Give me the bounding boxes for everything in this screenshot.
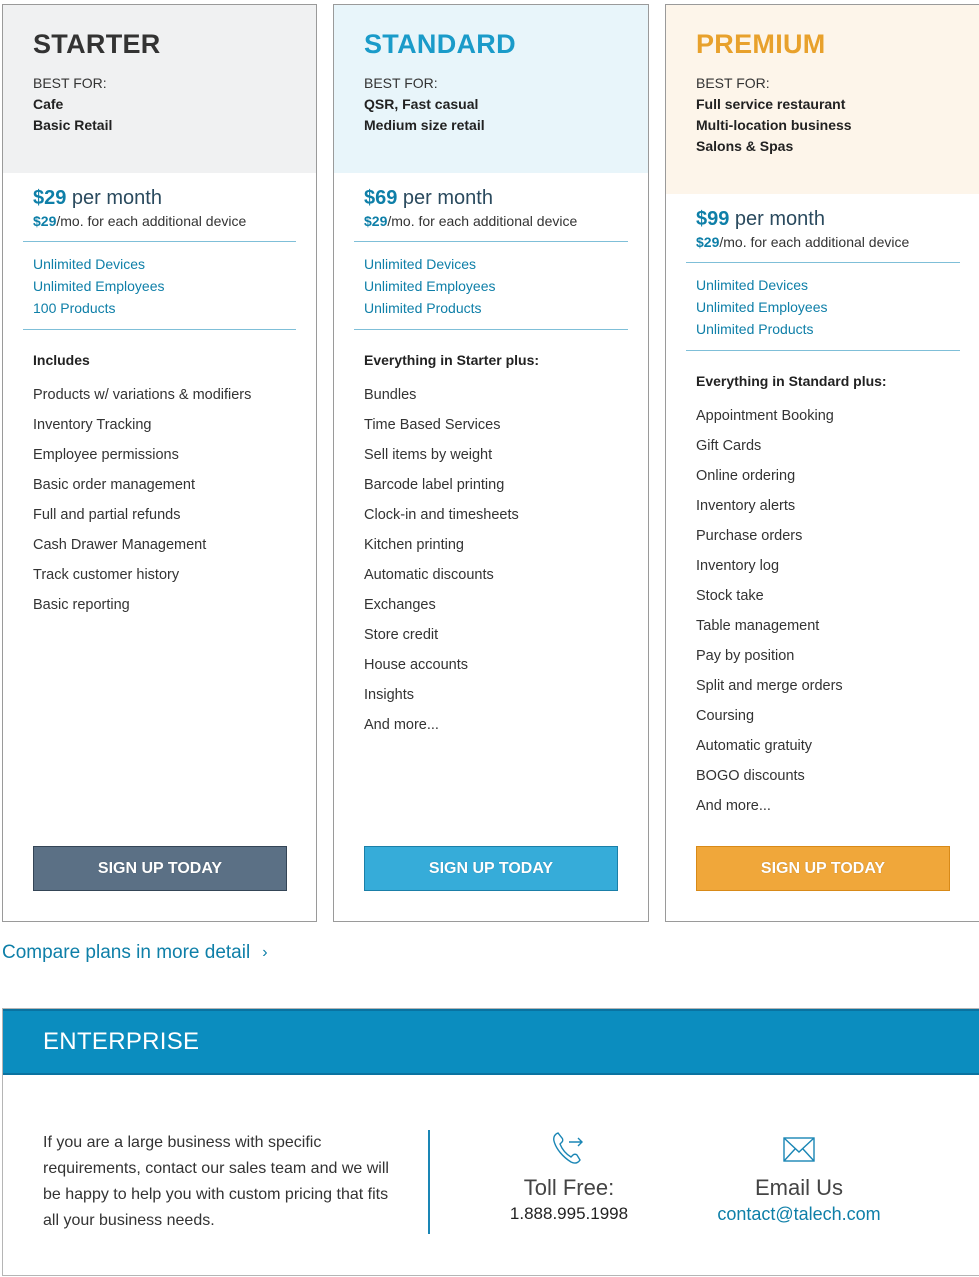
feature-item: Automatic gratuity [696, 738, 813, 754]
feature-item: Inventory alerts [696, 498, 796, 514]
additional-suffix: /mo. for each additional device [719, 234, 910, 250]
feature-item: Stock take [696, 588, 764, 604]
compare-plans-label: Compare plans in more detail [2, 942, 251, 963]
plan-header [666, 5, 979, 194]
feature-item: Basic reporting [33, 597, 130, 613]
best-for-label: BEST FOR: [696, 75, 770, 91]
limit-item: Unlimited Products [364, 300, 482, 316]
sign-up-button-starter[interactable]: SIGN UP TODAY [33, 846, 287, 891]
feature-item: Time Based Services [364, 417, 501, 433]
plan-header [3, 5, 316, 173]
plan-name: STARTER [33, 29, 161, 59]
compare-plans-link[interactable] [2, 942, 268, 964]
monthly-price [33, 185, 286, 211]
limit-item: Unlimited Employees [364, 278, 496, 294]
enterprise-body [3, 1075, 979, 1275]
plan-limits [666, 263, 979, 350]
limit-item: Unlimited Products [696, 321, 814, 337]
feature-item: Sell items by weight [364, 447, 493, 463]
toll-free-label: Toll Free: [523, 1175, 615, 1200]
feature-item: Coursing [696, 708, 755, 724]
price-block [3, 173, 316, 231]
price-block [666, 194, 979, 252]
plan-name: PREMIUM [696, 29, 826, 59]
limit-item: Unlimited Devices [696, 277, 809, 293]
feature-list [3, 330, 316, 620]
feature-item: Bundles [364, 387, 417, 403]
feature-list [666, 351, 979, 821]
limit-item: Unlimited Devices [33, 256, 146, 272]
additional-device-price [364, 211, 618, 231]
feature-item: Full and partial refunds [33, 507, 181, 523]
additional-suffix: /mo. for each additional device [56, 213, 247, 229]
feature-item: Table management [696, 618, 820, 634]
email-link[interactable]: contact@talech.com [717, 1204, 881, 1224]
feature-list [334, 330, 648, 740]
email-contact [699, 1129, 899, 1226]
features-heading: Includes [33, 352, 90, 368]
feature-item: Store credit [364, 627, 439, 643]
plan-card-starter [2, 4, 317, 922]
vertical-divider [428, 1130, 430, 1234]
price-amount: $99 [696, 208, 730, 230]
price-amount: $29 [33, 187, 67, 209]
feature-item: And more... [696, 798, 771, 814]
feature-item: Inventory log [696, 558, 780, 574]
price-suffix: per month [729, 208, 825, 230]
toll-free-contact [469, 1129, 669, 1226]
plan-card-standard [333, 4, 649, 922]
best-for-label: BEST FOR: [33, 75, 107, 91]
additional-suffix: /mo. for each additional device [387, 213, 578, 229]
plan-limits [334, 242, 648, 329]
best-for-item: Medium size retail [364, 117, 485, 133]
chevron-right-icon: › [262, 944, 268, 961]
best-for-item: Multi-location business [696, 117, 852, 133]
additional-device-price [696, 232, 965, 252]
feature-item: Pay by position [696, 648, 795, 664]
features-heading: Everything in Starter plus: [364, 352, 540, 368]
limit-item: Unlimited Employees [696, 299, 828, 315]
additional-amount: $29 [364, 213, 388, 229]
additional-amount: $29 [33, 213, 57, 229]
plan-limits [3, 242, 316, 329]
feature-item: Products w/ variations & modifiers [33, 387, 252, 403]
monthly-price [696, 206, 965, 232]
features-heading: Everything in Standard plus: [696, 373, 887, 389]
enterprise-header [3, 1009, 979, 1075]
limit-item: Unlimited Employees [33, 278, 165, 294]
enterprise-description: If you are a large business with specific requirements, contact our sales team and we will be happy to help you with custom pricing that fits all your business needs. [43, 1134, 389, 1229]
phone-number[interactable]: 1.888.995.1998 [509, 1204, 629, 1223]
best-for-item: Basic Retail [33, 117, 113, 133]
feature-item: Online ordering [696, 468, 796, 484]
feature-item: Split and merge orders [696, 678, 843, 694]
enterprise-section [2, 1008, 979, 1276]
feature-item: Purchase orders [696, 528, 803, 544]
price-amount: $69 [364, 187, 398, 209]
best-for-label: BEST FOR: [364, 75, 438, 91]
price-suffix: per month [397, 187, 493, 209]
feature-item: Kitchen printing [364, 537, 464, 553]
feature-item: Barcode label printing [364, 477, 505, 493]
feature-item: Appointment Booking [696, 408, 834, 424]
feature-item: And more... [364, 717, 439, 733]
price-block [334, 173, 648, 231]
plan-name: STANDARD [364, 29, 516, 59]
limit-item: 100 Products [33, 300, 116, 316]
enterprise-title: ENTERPRISE [43, 1028, 200, 1055]
monthly-price [364, 185, 618, 211]
feature-item: Clock-in and timesheets [364, 507, 519, 523]
feature-item: Gift Cards [696, 438, 762, 454]
sign-up-button-standard[interactable]: SIGN UP TODAY [364, 846, 618, 891]
plan-header [334, 5, 648, 173]
feature-item: Cash Drawer Management [33, 537, 207, 553]
envelope-icon [699, 1129, 899, 1169]
price-suffix: per month [66, 187, 162, 209]
additional-device-price [33, 211, 286, 231]
additional-amount: $29 [696, 234, 720, 250]
phone-outgoing-icon [469, 1129, 669, 1169]
best-for-item: Full service restaurant [696, 96, 846, 112]
feature-item: Exchanges [364, 597, 436, 613]
feature-item: Track customer history [33, 567, 180, 583]
plan-card-premium [665, 4, 979, 922]
limit-item: Unlimited Devices [364, 256, 477, 272]
best-for-item: Salons & Spas [696, 138, 794, 154]
best-for-item: Cafe [33, 96, 64, 112]
feature-item: Automatic discounts [364, 567, 494, 583]
feature-item: BOGO discounts [696, 768, 805, 784]
best-for-item: QSR, Fast casual [364, 96, 479, 112]
email-us-label: Email Us [754, 1175, 843, 1200]
feature-item: Employee permissions [33, 447, 179, 463]
feature-item: Basic order management [33, 477, 195, 493]
feature-item: Insights [364, 687, 414, 703]
sign-up-button-premium[interactable]: SIGN UP TODAY [696, 846, 950, 891]
feature-item: Inventory Tracking [33, 417, 152, 433]
feature-item: House accounts [364, 657, 468, 673]
